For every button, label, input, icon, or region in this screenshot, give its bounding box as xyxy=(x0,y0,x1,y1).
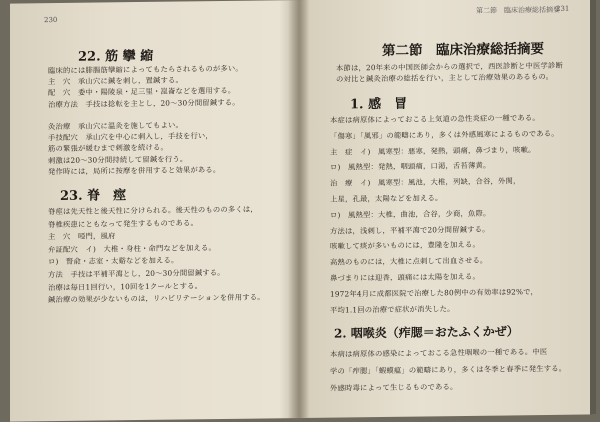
text-line: 上星，孔最，太陽などを加える。 xyxy=(330,193,443,204)
text-line: 鍼治療の効果が少ないものは，リハビリテーションを併用する。 xyxy=(48,292,265,305)
chapter-title: 第二節 臨床治療総括摘要 xyxy=(382,41,544,60)
running-head: 第二節 臨床治療総括摘要 xyxy=(476,5,560,15)
text-line: 方法は，浅刺し，平補平瀉で20分間留鍼する。 xyxy=(330,224,490,236)
page-number: 230 xyxy=(44,16,58,25)
text-line: 方法 手技は平補平瀉とし，20〜30分間留鍼する。 xyxy=(48,267,225,280)
text-line: 刺激は20〜30分間持続して留鍼を行う。 xyxy=(48,154,188,165)
text-line: 発作時には，局所に按摩を併用すると効果がある。 xyxy=(48,164,221,176)
text-line: 治 療 イ) 風寒型：風池，大椎，列缺，合谷，外関， xyxy=(330,176,521,188)
text-line: ロ) 腎兪・志室・太谿などを加える。 xyxy=(48,255,179,267)
text-line: 本節は，20年来の中国医師会からの選択で，西医診断と中医学診断 xyxy=(336,60,563,73)
text-line: 臨床的には腓腸筋攣縮によってもたらされるものが多い。 xyxy=(48,63,243,76)
text-line: 主 症 イ) 風寒型：悪寒，発熱，頭痛，鼻づまり，咳嗽。 xyxy=(330,144,536,157)
text-line: 弁証配穴 イ) 大椎・身柱・命門などを加える。 xyxy=(48,242,216,254)
text-line: 高熱のものには，大椎に点刺して出血させる。 xyxy=(330,255,488,267)
text-line: 学の「痄腮」「蝦蟆瘟」の範疇にあり，多くは冬季と春季に発生する。 xyxy=(330,363,567,376)
section-heading: 22. 筋 攣 縮 xyxy=(78,48,154,65)
text-line: 脊痙は先天性と後天性に分けられる。後天性のものの多くは， xyxy=(48,204,258,217)
section-heading: 1. 感 冒 xyxy=(350,96,408,113)
book-cover-edge xyxy=(590,0,596,414)
text-line: 本病は病原体の感染によっておこる急性咽喉の一種である。中医 xyxy=(330,347,548,359)
text-line: 本症は病原体によっておこる上気道の急性炎症の一種である。 xyxy=(330,113,540,125)
text-line: 治療は毎日1回行い，10回を1クールとする。 xyxy=(48,280,203,292)
text-line: ロ) 風熱型：大椎，曲池，合谷，少商，魚際。 xyxy=(330,208,491,220)
text-line: 1972年4月に成都医院で治療した80例中の有効率は92%で， xyxy=(330,286,539,299)
text-line: 平均1.1回の治療で症状が消失した。 xyxy=(330,303,455,315)
text-line: 主 穴 啞門，風府 xyxy=(48,231,116,242)
text-line: 配 穴 委中・陽陵泉・足三里・崑崙などを選用する。 xyxy=(48,86,236,98)
text-line: 筋の緊張が緩むまで刺激を続ける。 xyxy=(48,143,168,154)
left-page xyxy=(10,0,292,421)
text-line: ロ) 風熱型：発熱，咽頭痛，口渇，舌苔薄黄。 xyxy=(330,161,491,173)
text-line: 鼻づまりには迎香，頭痛には太陽を加える。 xyxy=(330,271,480,283)
text-line: 灸治療 承山穴に温灸を施してもよい。 xyxy=(48,120,183,132)
section-heading: 2. 咽喉炎（痄腮＝おたふくかぜ） xyxy=(334,324,519,341)
text-line: 脊椎疾患にともなって発生するものである。 xyxy=(48,217,198,229)
page-number: 231 xyxy=(556,4,570,13)
right-page xyxy=(306,0,596,418)
open-book xyxy=(10,0,596,422)
text-line: の対比と鍼灸治療の総括を行い，主として治療効果のあるもの。 xyxy=(336,71,554,84)
text-line: 外感時毒によって生じるものである。 xyxy=(330,382,458,393)
text-line: 主 穴 承山穴に鍼を刺し，置鍼する。 xyxy=(48,75,183,87)
text-line: 治療方法 手技は捻転を主とし，20〜30分間留鍼する。 xyxy=(48,97,240,109)
section-heading: 23. 脊 痙 xyxy=(60,188,127,204)
text-line: 咳嗽して痰が多いものには，豊隆を加える。 xyxy=(330,240,480,252)
text-line: 「傷寒」「風邪」の範疇にあり，多くは外感風寒によるものである。 xyxy=(330,128,559,141)
text-line: 手技配穴 承山穴を中心に刺入し，手技を行い， xyxy=(48,131,213,143)
